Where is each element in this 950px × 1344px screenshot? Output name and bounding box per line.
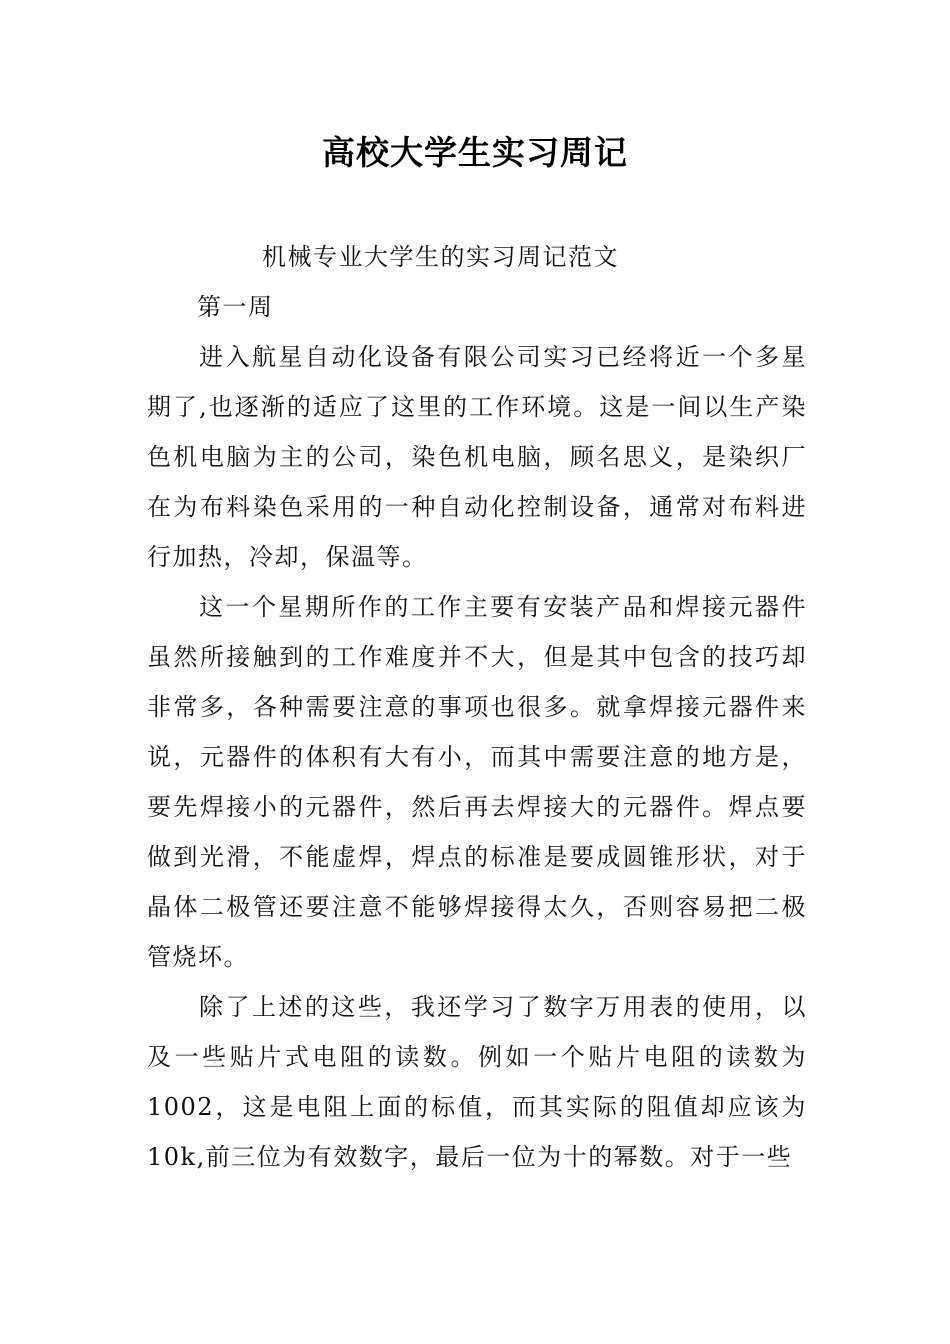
week-label: 第一周 <box>197 293 274 321</box>
paragraph: 这一个星期所作的工作主要有安装产品和焊接元器件虽然所接触到的工作难度并不大，但是其中包含的技巧却非常多，各种需要注意的事项也很多。就拿焊接元器件来说，元器件的体积有大有小，而其中需要注意的地方是，要先焊接小的元器件，然后再去焊接大的元器件。焊点要做到光滑，不能虚焊，焊点的标准是要成圆锥形状，对于晶体二极管还要注意不能够焊接得太久，否则容易把二极管烧坏。 <box>147 593 807 971</box>
document-title: 高校大学生实习周记 <box>322 133 628 172</box>
document-body <box>147 232 807 1182</box>
paragraph: 进入航星自动化设备有限公司实习已经将近一个多星期了,也逐渐的适应了这里的工作环境。这是一间以生产染色机电脑为主的公司，染色机电脑，顾名思义，是染织厂在为布料染色采用的一种自动化控制设备，通常对布料进行加热，冷却，保温等。 <box>147 343 807 571</box>
paragraph: 除了上述的这些，我还学习了数字万用表的使用，以及一些贴片式电阻的读数。例如一个贴片电阻的读数为1002，这是电阻上面的标值，而其实际的阻值却应该为10k,前三位为有效数字，最后一位为十的幂数。对于一些 <box>147 993 807 1171</box>
document-subtitle: 机械专业大学生的实习周记范文 <box>262 243 619 271</box>
